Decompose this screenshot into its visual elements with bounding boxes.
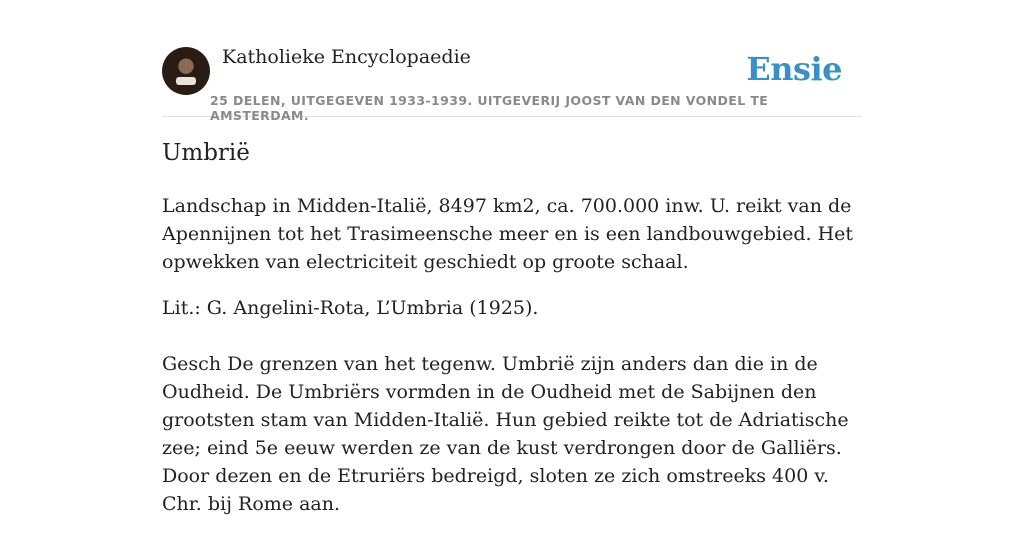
author-portrait-avatar[interactable] [162,47,210,95]
encyclopedia-title-link[interactable]: Katholieke Encyclopaedie [222,46,471,68]
ensie-logo-link[interactable]: Ensie [746,50,842,88]
page-title: Umbrië [162,140,250,166]
literature-reference: Lit.: G. Angelini-Rota, L’Umbria (1925). [162,297,539,319]
site-header [162,0,862,123]
encyclopedia-subtitle: 25 DELEN, UITGEGEVEN 1933-1939. UITGEVERIJ JOOST VAN DEN VONDEL TE AMSTERDAM. [210,93,769,123]
article-body [162,140,862,536]
history-paragraph: Gesch De grenzen van het tegenw. Umbrië zijn anders dan die in de Oudheid. De Umbriërs vormden in de Oudheid met de Sabijnen den grootsten stam van Midden-Italië. Hun gebied reikte tot de Adriatische zee; eind 5e eeuw werden ze van de kust verdrongen door de Galliërs. Door dezen en de Etruriërs bedreigd, sloten ze zich omstreeks 400 v. Chr. bij Rome aan. [162,353,849,515]
article-paragraph: Landschap in Midden-Italië, 8497 km2, ca. 700.000 inw. U. reikt van de Apennijnen tot het Trasimeensche meer en is een landbouwgebied. Het opwekken van electriciteit geschiedt op groote schaal. [162,195,854,273]
